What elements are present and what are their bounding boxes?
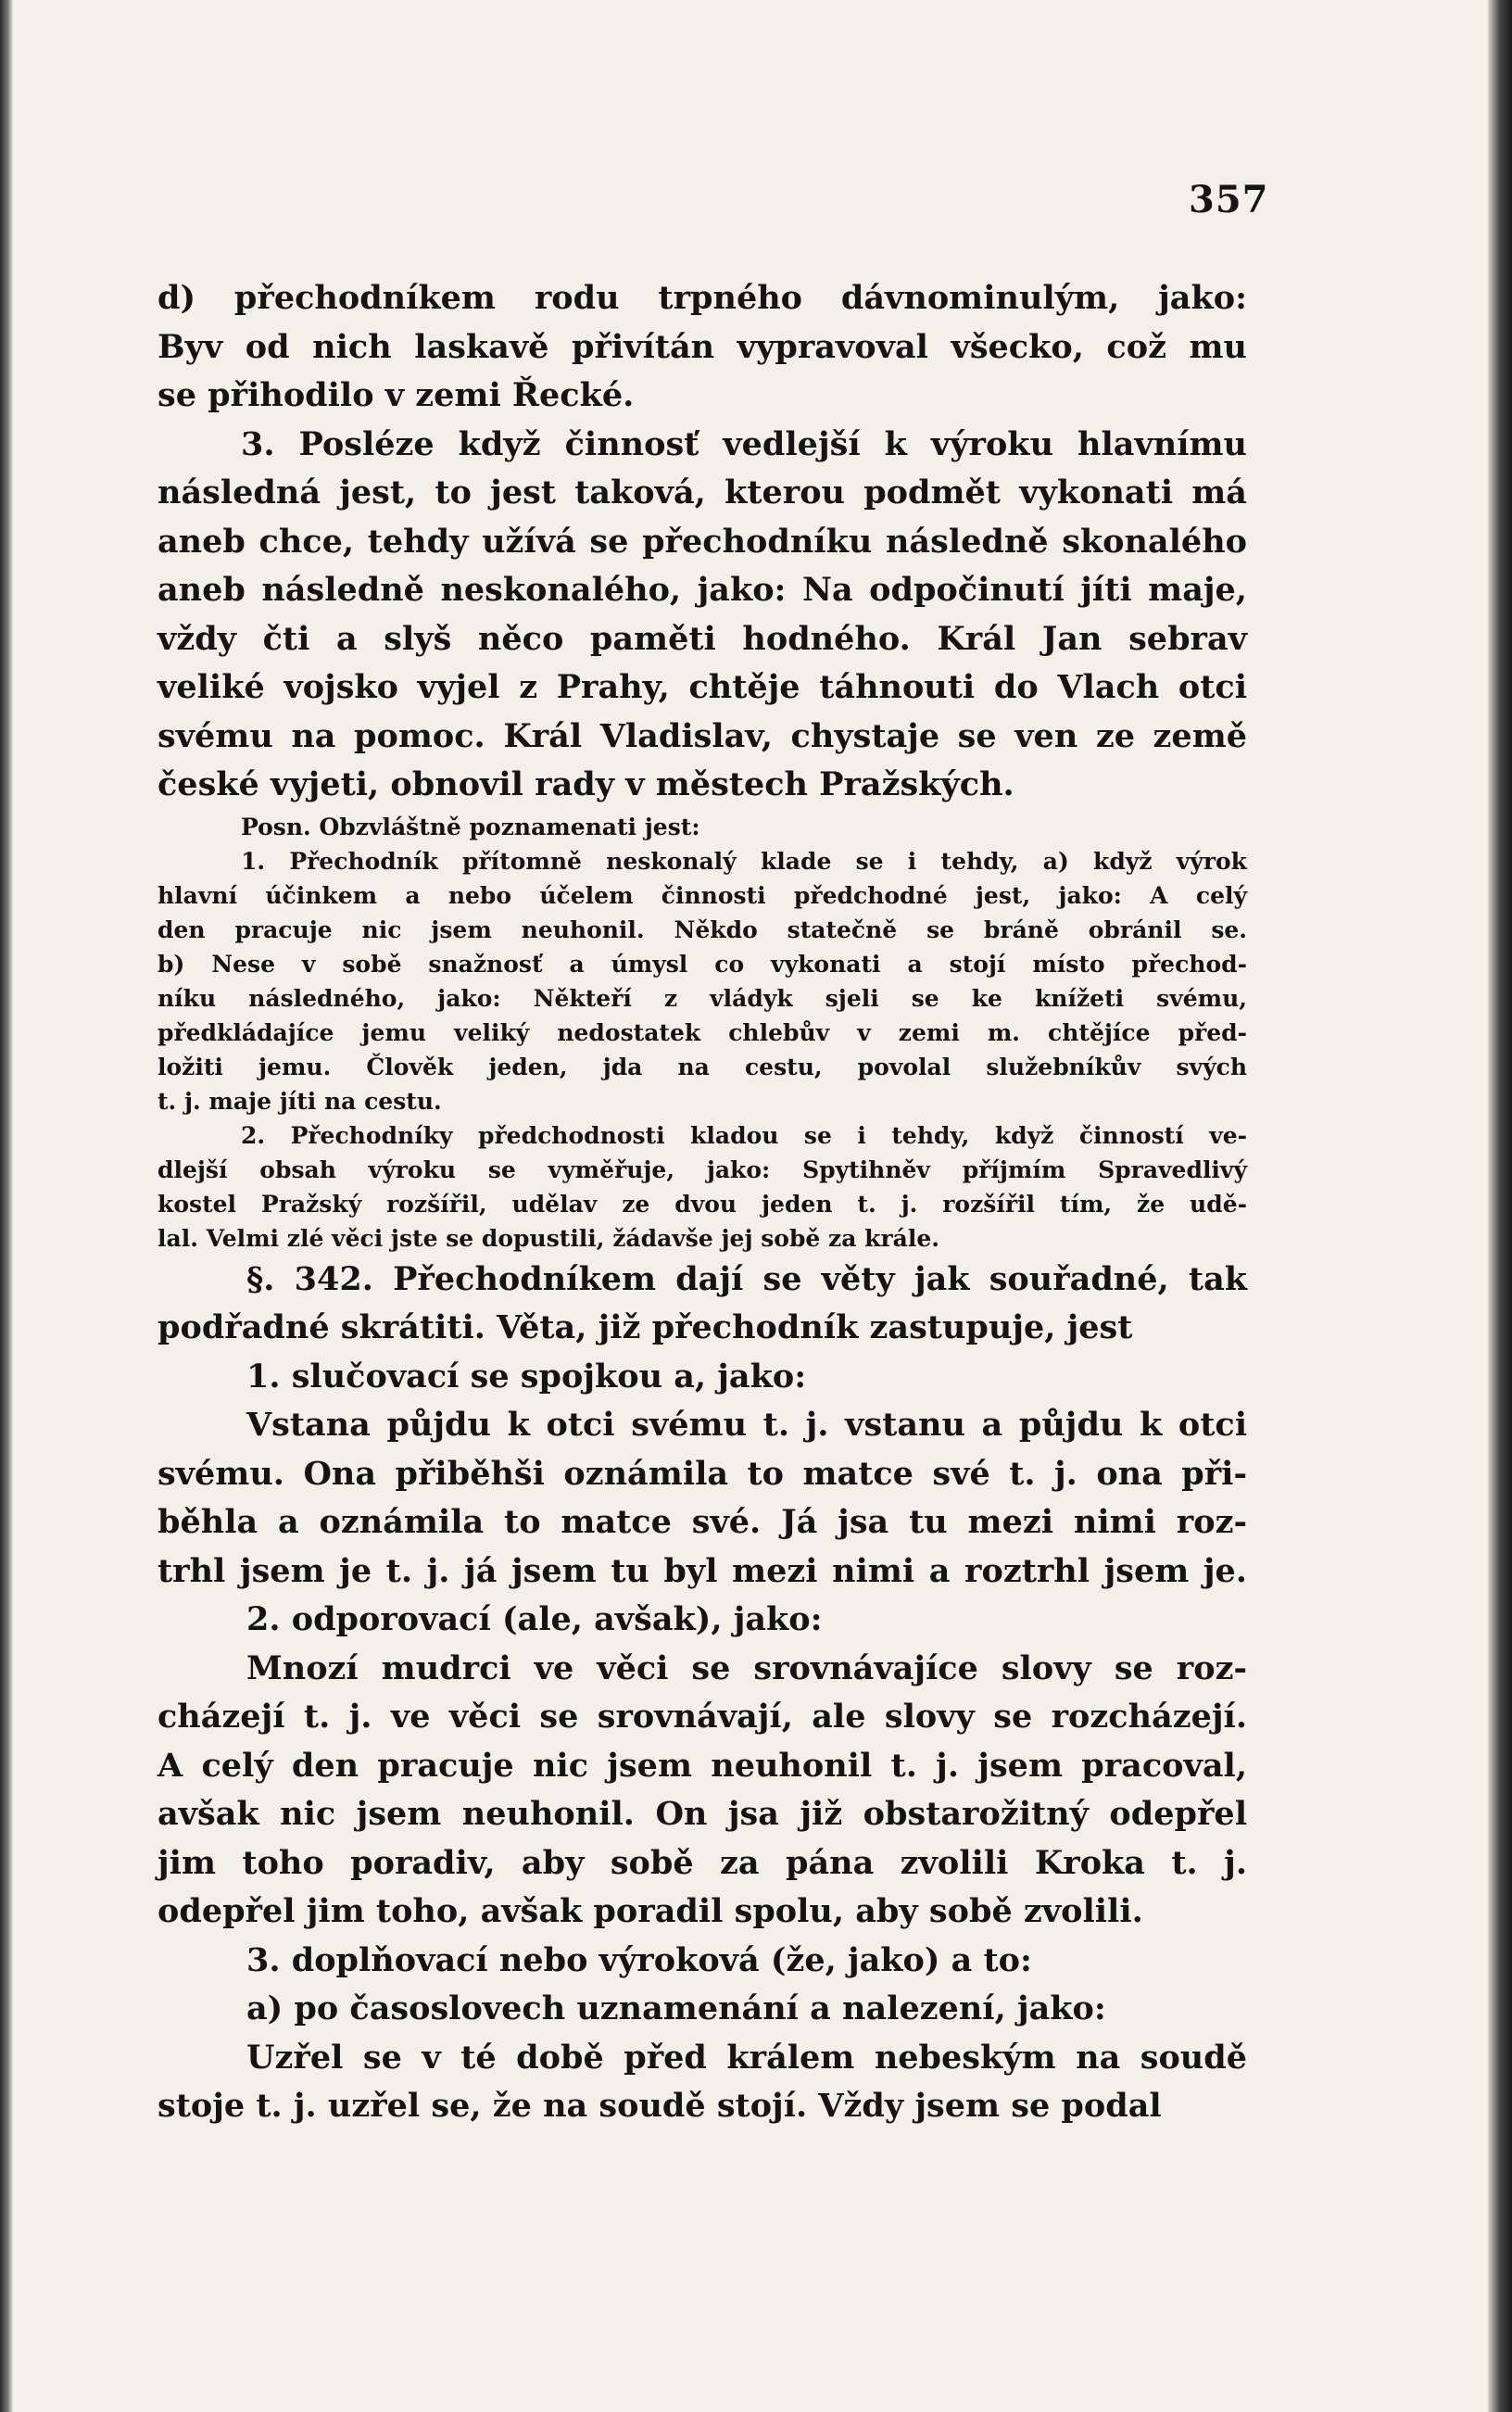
text-line: svému na pomoc. Král Vladislav, chystaje se ven ze země bbox=[158, 716, 1247, 755]
scan-right-edge bbox=[1488, 0, 1512, 2412]
text-line: odepřel jim toho, avšak poradil spolu, aby sobě zvolili. bbox=[158, 1892, 1143, 1930]
text-line: svému. Ona přiběhši oznámila to matce své t. j. ona při- bbox=[158, 1454, 1247, 1493]
text-line: cházejí t. j. ve věci se srovnávají, ale slovy se rozcházejí. bbox=[158, 1698, 1247, 1736]
text-line: hlavní účinkem a nebo účelem činnosti předchodné jest, jako: A celý bbox=[158, 881, 1247, 909]
text-line: stoje t. j. uzřel se, že na soudě stojí. Vždy jsem se podal bbox=[158, 2087, 1162, 2125]
text-line: 2. odporovací (ale, avšak), jako: bbox=[246, 1600, 823, 1638]
text-line: běhla a oznámila to matce své. Já jsa tu mezi nimi roz- bbox=[158, 1503, 1247, 1541]
scan-left-edge bbox=[0, 0, 13, 2412]
text-line: avšak nic jsem neuhonil. On jsa již obstarožitný odepřel bbox=[158, 1795, 1247, 1833]
text-line: Mnozí mudrci ve věci se srovnávajíce slovy se roz- bbox=[246, 1648, 1247, 1687]
text-line: t. j. maje jíti na cestu. bbox=[158, 1087, 442, 1115]
text-line: dlejší obsah výroku se vyměřuje, jako: Spytihněv příjmím Spravedlivý bbox=[158, 1155, 1247, 1183]
text-line: Vstana půjdu k otci svému t. j. vstanu a půjdu k otci bbox=[246, 1406, 1247, 1444]
text-line: se přihodilo v zemi Řecké. bbox=[158, 376, 635, 414]
text-line: trhl jsem je t. j. já jsem tu byl mezi nimi a roztrhl jsem je. bbox=[158, 1551, 1247, 1590]
text-line: 3. doplňovací nebo výroková (že, jako) a to: bbox=[246, 1940, 1032, 1979]
text-line: vždy čti a slyš něco paměti hodného. Král Jan sebrav bbox=[158, 619, 1247, 658]
text-line: podřadné skrátiti. Věta, již přechodník zastupuje, jest bbox=[158, 1308, 1133, 1346]
text-line: jim toho poradiv, aby sobě za pána zvolili Kroka t. j. bbox=[158, 1843, 1247, 1882]
text-line: níku následného, jako: Někteří z vládyk sjeli se ke knížeti svému, bbox=[158, 984, 1247, 1012]
text-line: Uzřel se v té době před králem nebeským na soudě bbox=[246, 2038, 1247, 2077]
text-line: b) Nese v sobě snažnosť a úmysl co vykonati a stojí místo přechod- bbox=[158, 950, 1247, 978]
text-line: a) po časoslovech uznamenání a nalezení, jako: bbox=[246, 1989, 1106, 2027]
text-line: 1. Přechodník přítomně neskonalý klade se i tehdy, a) když výrok bbox=[241, 847, 1247, 875]
page-number: 357 bbox=[1189, 178, 1269, 221]
text-line: aneb následně neskonalého, jako: Na odpočinutí jíti maje, bbox=[158, 571, 1247, 609]
text-line: následná jest, to jest taková, kterou podmět vykonati má bbox=[158, 474, 1247, 511]
text-line: české vyjeti, obnovil rady v městech Pražských. bbox=[158, 765, 1014, 803]
text-line: den pracuje nic jsem neuhonil. Někdo statečně se bráně obránil se. bbox=[158, 916, 1247, 943]
text-line: lal. Velmi zlé věci jste se dopustili, žádavše jej sobě za krále. bbox=[158, 1224, 939, 1252]
text-line: aneb chce, tehdy užívá se přechodníku následně skonalého bbox=[158, 522, 1247, 561]
text-line: předkládajíce jemu veliký nedostatek chlebův v zemi m. chtějíce před- bbox=[158, 1018, 1247, 1046]
text-line: d) přechodníkem rodu trpného dávnominulým, jako: bbox=[158, 279, 1247, 317]
body-text bbox=[158, 274, 1247, 2131]
text-line: veliké vojsko vyjel z Prahy, chtěje táhnouti do Vlach otci bbox=[158, 668, 1247, 706]
text-line: 1. slučovací se spojkou a, jako: bbox=[246, 1357, 807, 1395]
text-line: Byv od nich laskavě přivítán vypravoval všecko, což mu bbox=[158, 327, 1247, 366]
text-line: 3. Posléze když činnosť vedlejší k výroku hlavnímu bbox=[241, 424, 1247, 463]
text-line: Posn. Obzvláštně poznamenati jest: bbox=[241, 813, 700, 840]
text-line: kostel Pražský rozšířil, udělav ze dvou jeden t. j. rozšířil tím, že udě- bbox=[158, 1190, 1247, 1218]
text-line: §. 342. Přechodníkem dají se věty jak souřadné, tak bbox=[246, 1259, 1247, 1298]
text-line: A celý den pracuje nic jsem neuhonil t. j. jsem pracoval, bbox=[158, 1746, 1247, 1785]
text-line: 2. Přechodníky předchodnosti kladou se i tehdy, když činností ve- bbox=[241, 1121, 1247, 1149]
text-line: ložiti jemu. Člověk jeden, jda na cestu, povolal služebníkův svých bbox=[158, 1053, 1247, 1080]
